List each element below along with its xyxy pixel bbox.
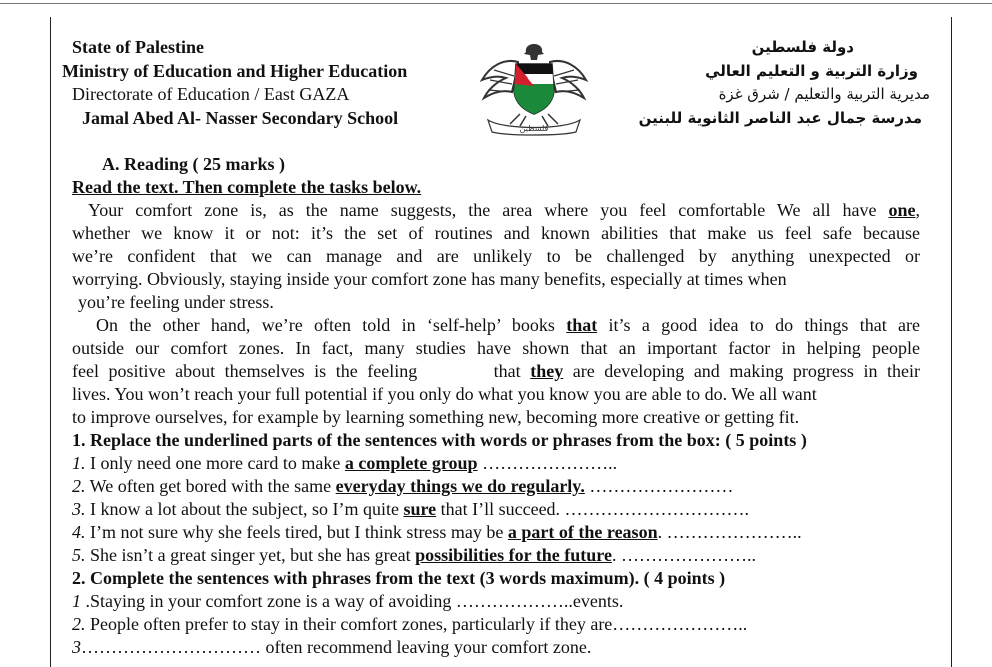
- passage-line: whether we know it or not: it’s the set of routines and known abilities that make us feel safe because: [72, 223, 920, 243]
- item-text[interactable]: ………………………… often recommend leaving your comfort zone.: [81, 637, 592, 657]
- item-text: She isn’t a great singer yet, but she has great: [85, 545, 416, 565]
- header-arabic-school: مدرسة جمال عبد الناصر الثانوية للبنين: [638, 108, 922, 127]
- underlined-phrase: sure: [403, 499, 437, 519]
- underlined-phrase: everyday things we do regularly.: [335, 476, 585, 496]
- emblem-banner-text: فلسطين: [519, 124, 549, 133]
- header-arabic: [600, 36, 930, 130]
- header-country: State of Palestine: [72, 37, 204, 57]
- item-number: 4.: [72, 522, 86, 542]
- page-top-border: [0, 3, 992, 4]
- header-arabic-country: دولة فلسطين: [751, 38, 854, 56]
- header-school: Jamal Abed Al- Nasser Secondary School: [82, 107, 399, 128]
- task2-item: [72, 590, 920, 613]
- item-number: 3: [72, 637, 81, 657]
- header-arabic-directorate: مديرية التربية والتعليم / شرق غزة: [718, 85, 930, 103]
- passage-text: it’s a good idea to do things that are: [597, 315, 921, 335]
- underlined-phrase: a part of the reason: [507, 522, 658, 542]
- passage-text: On the other hand, we’re often told in ‘self-help’ books: [96, 315, 567, 335]
- header-ministry: Ministry of Education and Higher Education: [62, 60, 408, 81]
- task2-item: [72, 613, 920, 636]
- answer-blank[interactable]: ……………………: [584, 476, 734, 496]
- underlined-phrase: a complete group: [344, 453, 478, 473]
- answer-blank[interactable]: …………………..: [477, 453, 618, 473]
- task2-item: [72, 636, 920, 659]
- underlined-word-they: they: [530, 361, 564, 381]
- item-text: I know a lot about the subject, so I’m quite: [85, 499, 404, 519]
- task1-title: 1. Replace the underlined parts of the sentences with words or phrases from the box: ( 5 points ): [72, 430, 807, 450]
- item-number: 2.: [72, 614, 86, 634]
- answer-blank[interactable]: . …………………..: [611, 545, 756, 565]
- passage-line: lives. You won’t reach your full potential if you only do what you know you are able to do. We all want: [72, 384, 817, 404]
- passage-line: [72, 314, 920, 337]
- reading-instruction: [72, 176, 920, 199]
- underlined-phrase: possibilities for the future: [415, 545, 612, 565]
- item-text[interactable]: People often prefer to stay in their comfort zones, particularly if they are…………………..: [85, 614, 748, 634]
- item-number: 5.: [72, 545, 86, 565]
- passage-line: outside our comfort zones. In fact, many studies have shown that an important factor in helping people: [72, 338, 920, 358]
- item-text: I only need one more card to make: [85, 453, 345, 473]
- item-text[interactable]: .Staying in your comfort zone is a way of avoiding ………………..events.: [81, 591, 624, 611]
- item-text: I’m not sure why she feels tired, but I think stress may be: [85, 522, 508, 542]
- item-number: 1.: [72, 453, 86, 473]
- answer-blank[interactable]: . …………………..: [657, 522, 802, 542]
- answer-blank[interactable]: that I’ll succeed. ………………………….: [436, 499, 750, 519]
- underlined-word-that: that: [566, 315, 598, 335]
- header-directorate: Directorate of Education / East GAZA: [72, 84, 350, 104]
- passage-line: you’re feeling under stress.: [78, 292, 274, 312]
- passage-text: are developing and making progress in their: [563, 361, 920, 381]
- item-number: 1: [72, 591, 81, 611]
- underlined-word-one: one: [888, 200, 916, 220]
- exam-content: [72, 153, 920, 659]
- task1-item: [72, 475, 920, 498]
- palestine-eagle-emblem-icon: [474, 36, 594, 136]
- header-arabic-ministry: وزارة التربية و التعليم العالي: [705, 61, 918, 80]
- passage-text: Your comfort zone is, as the name suggests, the area where you feel comfortable We all have: [88, 200, 889, 220]
- passage-line: we’re confident that we can manage and are unlikely to be challenged by anything unexpected or: [72, 246, 920, 266]
- passage-line: to improve ourselves, for example by learning something new, becoming more creative or getting fit.: [72, 407, 800, 427]
- item-number: 3.: [72, 499, 86, 519]
- header-english: [62, 36, 452, 130]
- task1-item: [72, 521, 920, 544]
- task1-item: [72, 544, 920, 567]
- item-number: 2.: [72, 476, 86, 496]
- passage-line: [72, 199, 920, 222]
- passage-text: ,: [915, 200, 920, 220]
- passage-text: feel positive about themselves is the feeling that: [72, 361, 531, 381]
- task2-title: 2. Complete the sentences with phrases from the text (3 words maximum). ( 4 points ): [72, 568, 726, 588]
- task1-item: [72, 498, 920, 521]
- passage-line: [72, 360, 920, 383]
- task1-item: [72, 452, 920, 475]
- passage-line: worrying. Obviously, staying inside your comfort zone has many benefits, especially at times when: [72, 269, 787, 289]
- section-heading: A. Reading ( 25 marks ): [102, 154, 285, 174]
- item-text: We often get bored with the same: [85, 476, 336, 496]
- instruction-text: Read the text. Then complete the tasks below.: [72, 177, 422, 197]
